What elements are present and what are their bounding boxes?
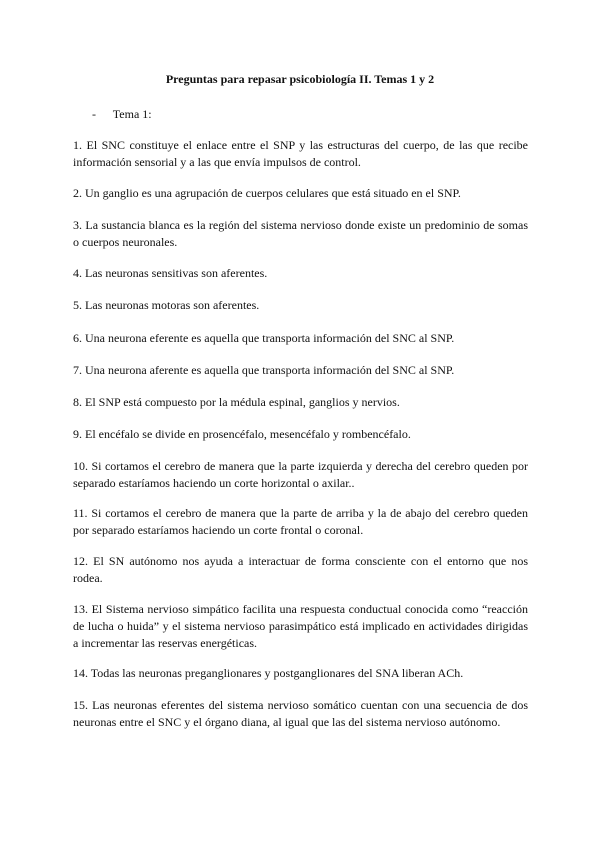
question-6: 6. Una neurona eferente es aquella que transporta información del SNC al SNP. (73, 331, 455, 345)
question-15: 15. Las neuronas eferentes del sistema nervioso somático cuentan con una secuencia de dos neuronas entre el SNC y el órgano diana, al igual que las del sistema nervioso autónomo. (73, 698, 528, 729)
section-label: Tema 1: (112, 107, 152, 121)
question-11: 11. Si cortamos el cerebro de manera que la parte de arriba y la de abajo del cerebro queden por separado estaríamos haciendo un corte frontal o coronal. (73, 506, 528, 537)
bullet-dash: - (92, 107, 96, 121)
section-heading (92, 107, 152, 122)
question-1: 1. El SNC constituye el enlace entre el SNP y las estructuras del cuerpo, de las que recibe información sensorial y a las que envía impulsos de control. (73, 138, 528, 169)
question-3: 3. La sustancia blanca es la región del sistema nervioso donde existe un predominio de somas o cuerpos neuronales. (73, 218, 528, 249)
question-10: 10. Si cortamos el cerebro de manera que la parte izquierda y derecha del cerebro queden por separado estaríamos haciendo un corte horizontal o axilar.. (73, 459, 528, 490)
question-12: 12. El SN autónomo nos ayuda a interactuar de forma consciente con el entorno que nos rodea. (73, 554, 528, 585)
document-title: Preguntas para repasar psicobiología II. Temas 1 y 2 (165, 72, 435, 86)
question-5: 5. Las neuronas motoras son aferentes. (73, 298, 260, 312)
question-8: 8. El SNP está compuesto por la médula espinal, ganglios y nervios. (73, 395, 400, 409)
question-4: 4. Las neuronas sensitivas son aferentes. (73, 266, 268, 280)
question-9: 9. El encéfalo se divide en prosencéfalo, mesencéfalo y rombencéfalo. (73, 427, 411, 441)
question-14: 14. Todas las neuronas preganglionares y postganglionares del SNA liberan ACh. (73, 666, 464, 680)
question-2: 2. Un ganglio es una agrupación de cuerpos celulares que está situado en el SNP. (73, 186, 461, 200)
question-13: 13. El Sistema nervioso simpático facilita una respuesta conductual conocida como “reacción de lucha o huida” y el sistema nervioso parasimpático está implicado en actividades dirigidas a incrementar las reservas energéticas. (73, 602, 528, 650)
question-7: 7. Una neurona aferente es aquella que transporta información del SNC al SNP. (73, 363, 455, 377)
